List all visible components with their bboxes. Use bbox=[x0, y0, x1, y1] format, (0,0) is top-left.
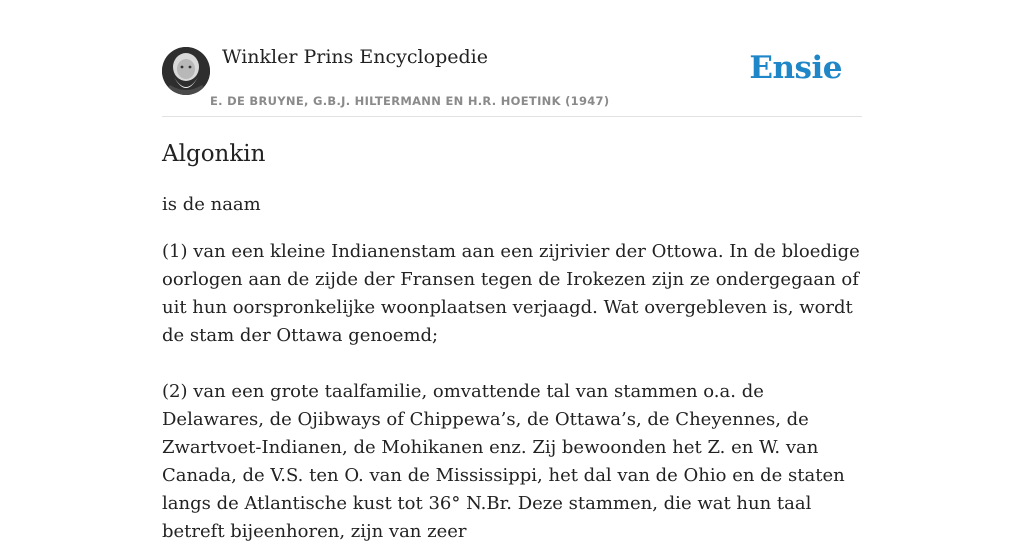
source-header bbox=[162, 0, 862, 117]
author-avatar[interactable] bbox=[162, 47, 210, 95]
article-intro: is de naam bbox=[162, 194, 261, 215]
article-paragraph-1: (1) van een kleine Indianenstam aan een zijrivier der Ottowa. In de bloedige oorlogen aan de zijde der Fransen tegen de Irokezen zijn ze ondergegaan of uit hun oorspronkelijke woonplaatsen verjaagd. Wat overgebleven is, wordt de stam der Ottawa genoemd; bbox=[162, 241, 860, 346]
source-authors: E. DE BRUYNE, G.B.J. HILTERMANN EN H.R. HOETINK (1947) bbox=[210, 94, 610, 108]
article bbox=[162, 138, 862, 546]
source-title[interactable]: Winkler Prins Encyclopedie bbox=[222, 46, 488, 68]
article-title: Algonkin bbox=[162, 141, 266, 167]
ensie-logo[interactable]: Ensie bbox=[749, 50, 842, 86]
article-paragraph-2: (2) van een grote taalfamilie, omvattende tal van stammen o.a. de Delawares, de Ojibways of Chippewa’s, de Ottawa’s, de Cheyennes, de Zwartvoet-Indianen, de Mohikanen enz. Zij bewoonden het Z. en W. van Canada, de V.S. ten O. van de Mississippi, het dal van de Ohio en de staten langs de Atlantische kust tot 36° N.Br. Deze stammen, die wat hun taal betreft bijeenhoren, zijn van zeer bbox=[162, 381, 845, 542]
page bbox=[162, 0, 862, 542]
author-portrait-icon bbox=[162, 47, 210, 95]
